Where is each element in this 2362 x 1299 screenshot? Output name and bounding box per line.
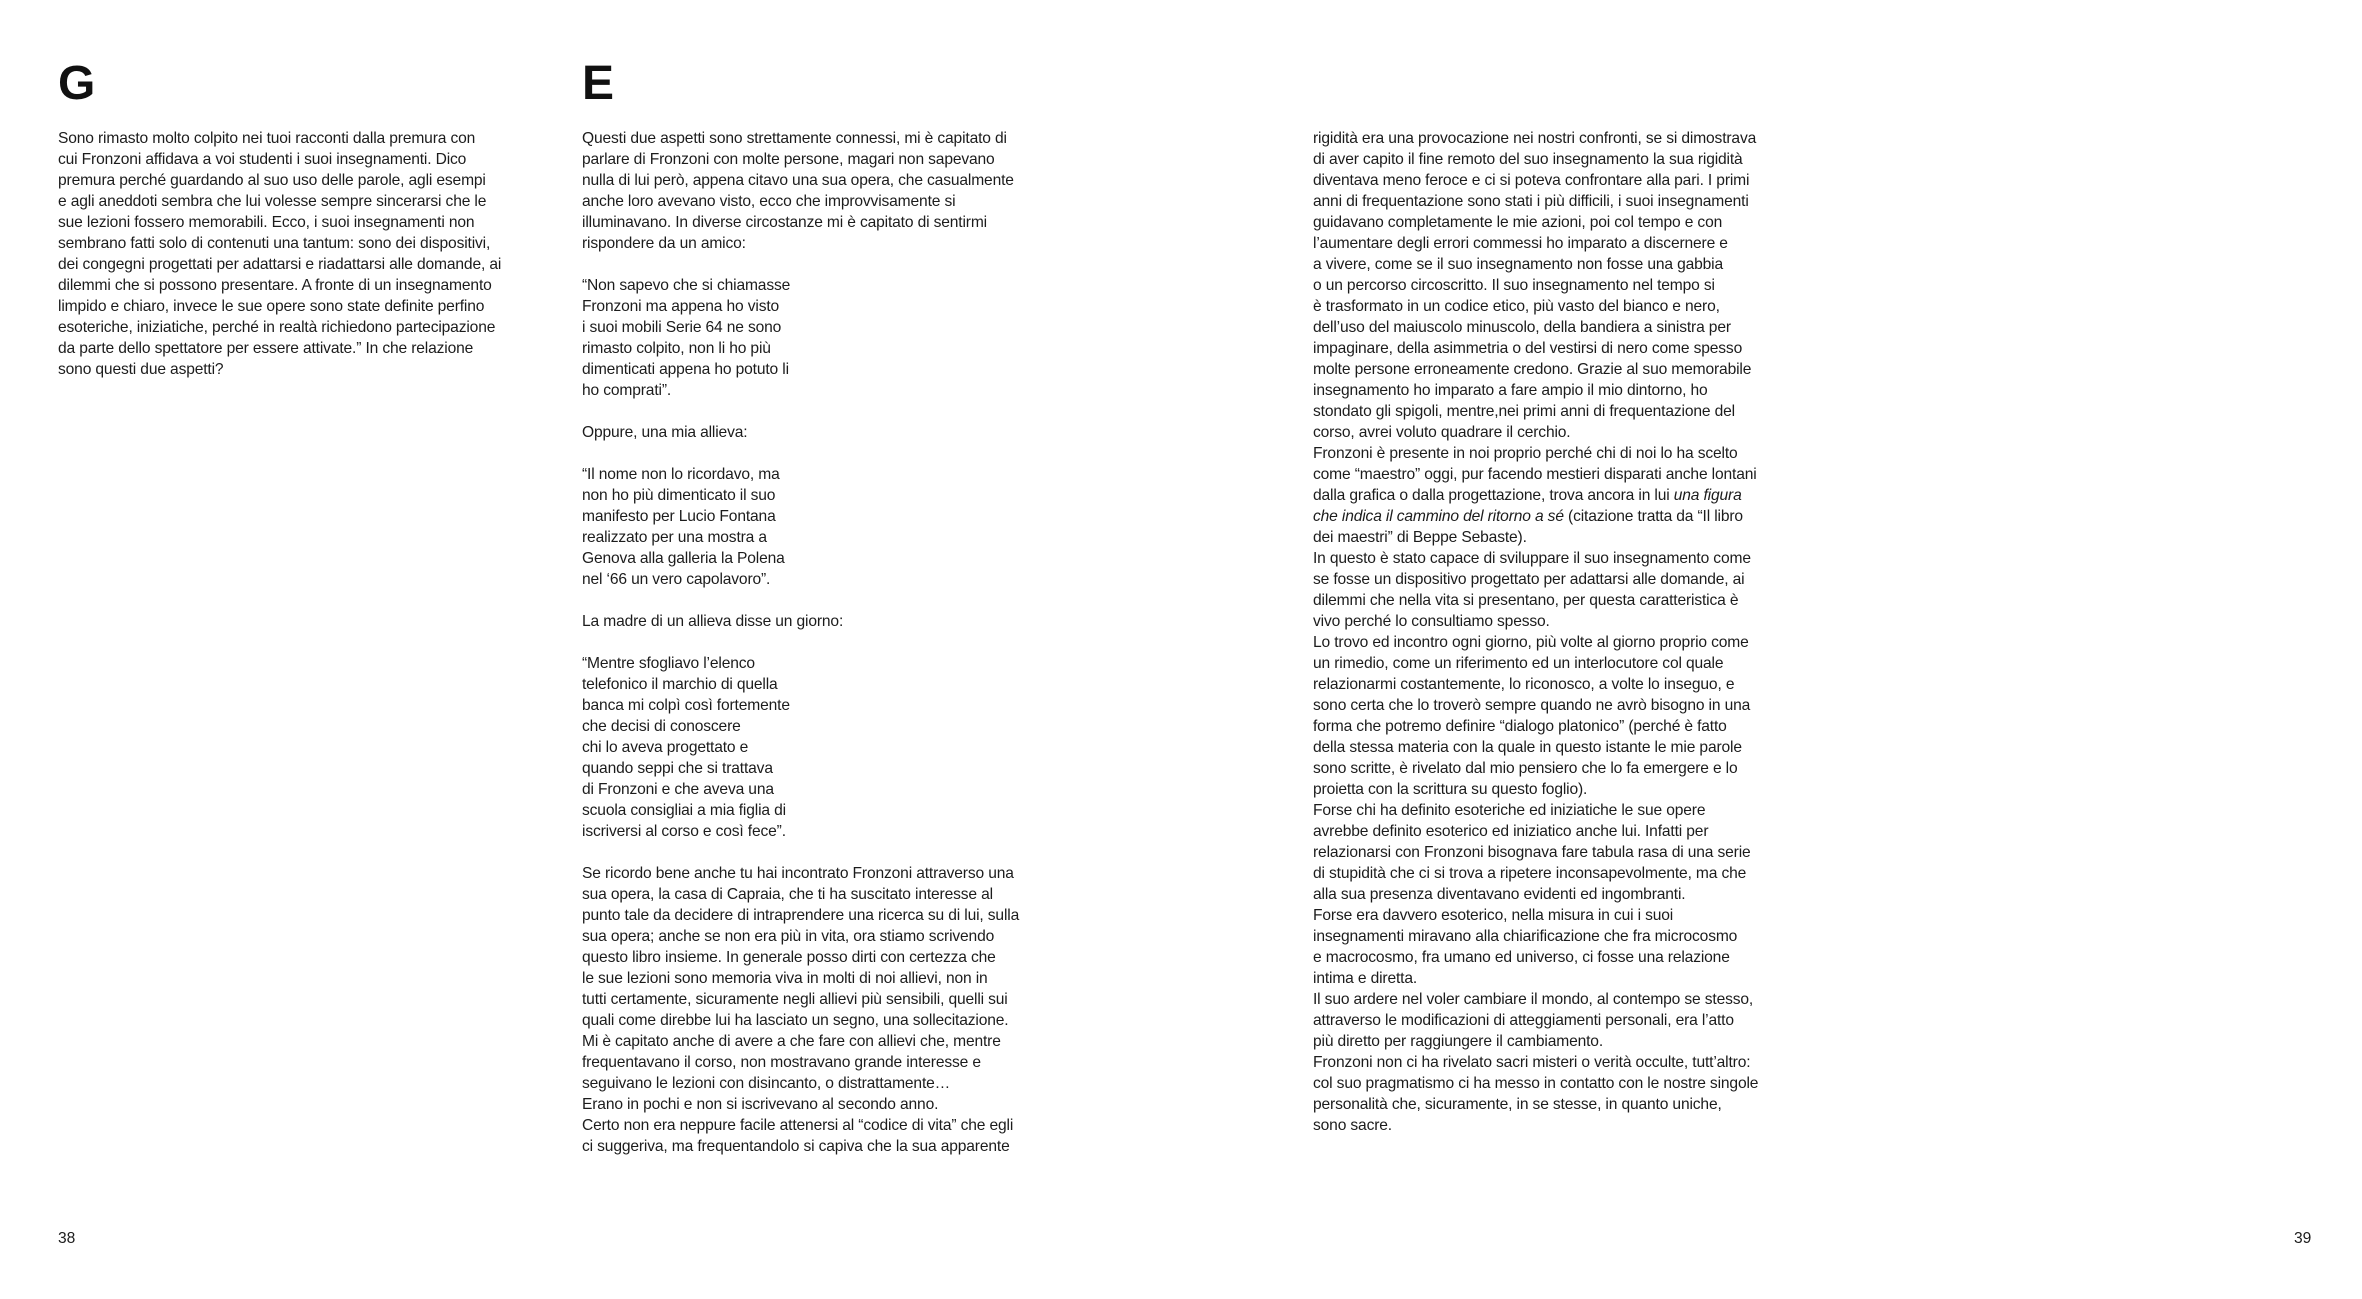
text-line: realizzato per una mostra a <box>582 529 767 546</box>
text-line: alla sua presenza diventavano evidenti ed ingombranti. <box>1313 886 1686 903</box>
text-line: di Fronzoni e che aveva una <box>582 781 774 798</box>
section-letter-g: G <box>58 57 96 110</box>
text-line: non ho più dimenticato il suo <box>582 487 776 504</box>
text-line: sua opera; anche se non era più in vita, ora stiamo scrivendo <box>582 928 995 945</box>
text-line: Oppure, una mia allieva: <box>582 424 748 441</box>
text-line: di stupidità che ci si trova a ripetere inconsapevolmente, ma che <box>1313 865 1747 882</box>
paragraph-gap <box>582 590 1102 611</box>
text-line: intima e diretta. <box>1313 970 1418 987</box>
text-line: dei maestri” di Beppe Sebaste). <box>1313 529 1527 546</box>
text-line: o un percorso circoscritto. Il suo insegnamento nel tempo si <box>1313 277 1715 294</box>
text-line: Certo non era neppure facile attenersi al “codice di vita” che egli <box>582 1117 1014 1134</box>
text-line: le sue lezioni sono memoria viva in molti di noi allievi, non in <box>582 970 988 987</box>
text-line: più diretto per raggiungere il cambiamento. <box>1313 1033 1603 1050</box>
text-line: insegnamento ho imparato a fare ampio il mio dintorno, ho <box>1313 382 1708 399</box>
text-line: corso, avrei voluto quadrare il cerchio. <box>1313 424 1571 441</box>
text-line: tutti certamente, sicuramente negli allievi più sensibili, quelli sui <box>582 991 1008 1008</box>
text-line: questo libro insieme. In generale posso dirti con certezza che <box>582 949 996 966</box>
text-line: avrebbe definito esoterico ed iniziatico anche lui. Infatti per <box>1313 823 1709 840</box>
text-line: banca mi colpì così fortemente <box>582 697 790 714</box>
text-line: rimasto colpito, non li ho più <box>582 340 771 357</box>
text-line: impaginare, della asimmetria o del vestirsi di nero come spesso <box>1313 340 1743 357</box>
text-line: nulla di lui però, appena citavo una sua opera, che casualmente <box>582 172 1014 189</box>
text-line: che indica il cammino del ritorno a sé (citazione tratta da “Il libro <box>1313 508 1743 525</box>
text-line: dalla grafica o dalla progettazione, trova ancora in lui una figura <box>1313 487 1742 504</box>
text-line: l’aumentare degli errori commessi ho imparato a discernere e <box>1313 235 1728 252</box>
text-line: anni di frequentazione sono stati i più difficili, i suoi insegnamenti <box>1313 193 1749 210</box>
text-line: scuola consigliai a mia figlia di <box>582 802 786 819</box>
text-line: attraverso le modificazioni di atteggiamenti personali, era l’atto <box>1313 1012 1734 1029</box>
answer-text-column-1 <box>582 128 1102 1157</box>
page-number-left: 38 <box>58 1230 76 1247</box>
text-line: Forse chi ha definito esoteriche ed iniziatiche le sue opere <box>1313 802 1706 819</box>
text-line: come “maestro” oggi, pur facendo mestieri disparati anche lontani <box>1313 466 1757 483</box>
text-line: Fronzoni è presente in noi proprio perché chi di noi lo ha scelto <box>1313 445 1738 462</box>
answer-text-column-2 <box>1313 128 1833 1136</box>
paragraph-gap <box>582 632 1102 653</box>
text-line: i suoi mobili Serie 64 ne sono <box>582 319 782 336</box>
text-line: In questo è stato capace di sviluppare il suo insegnamento come <box>1313 550 1751 567</box>
text-line: esoteriche, iniziatiche, perché in realtà richiedono partecipazione <box>58 319 496 336</box>
text-line: è trasformato in un codice etico, più vasto del bianco e nero, <box>1313 298 1720 315</box>
text-line: Il suo ardere nel voler cambiare il mondo, al contempo se stesso, <box>1313 991 1754 1008</box>
text-line: telefonico il marchio di quella <box>582 676 778 693</box>
text-line: Fronzoni non ci ha rivelato sacri misteri o verità occulte, tutt’altro: <box>1313 1054 1751 1071</box>
text-line: dilemmi che nella vita si presentano, per questa caratteristica è <box>1313 592 1739 609</box>
text-line: “Mentre sfogliavo l’elenco <box>582 655 755 672</box>
paragraph-gap <box>582 443 1102 464</box>
text-line: limpido e chiaro, invece le sue opere sono state definite perfino <box>58 298 485 315</box>
text-line: da parte dello spettatore per essere attivate.” In che relazione <box>58 340 474 357</box>
text-line: manifesto per Lucio Fontana <box>582 508 776 525</box>
text-line: sono sacre. <box>1313 1117 1392 1134</box>
text-line: dimenticati appena ho potuto li <box>582 361 789 378</box>
text-line: quali come direbbe lui ha lasciato un segno, una sollecitazione. <box>582 1012 1009 1029</box>
text-line: Forse era davvero esoterico, nella misura in cui i suoi <box>1313 907 1674 924</box>
text-line: rispondere da un amico: <box>582 235 746 252</box>
text-line: “Il nome non lo ricordavo, ma <box>582 466 780 483</box>
text-line: molte persone erroneamente credono. Grazie al suo memorabile <box>1313 361 1752 378</box>
question-text <box>58 128 558 380</box>
text-line: punto tale da decidere di intraprendere una ricerca su di lui, sulla <box>582 907 1020 924</box>
text-line: anche loro avevano visto, ecco che improvvisamente si <box>582 193 956 210</box>
text-line: che decisi di conoscere <box>582 718 741 735</box>
text-line: dilemmi che si possono presentare. A fronte di un insegnamento <box>58 277 492 294</box>
text-line: della stessa materia con la quale in questo istante le mie parole <box>1313 739 1742 756</box>
text-line: chi lo aveva progettato e <box>582 739 749 756</box>
text-line: nel ‘66 un vero capolavoro”. <box>582 571 771 588</box>
text-line: premura perché guardando al suo uso delle parole, agli esempi <box>58 172 486 189</box>
text-line: sembrano fatti solo di contenuti una tantum: sono dei dispositivi, <box>58 235 491 252</box>
text-line: Erano in pochi e non si iscrivevano al secondo anno. <box>582 1096 939 1113</box>
text-line: sono certa che lo troverò sempre quando ne avrò bisogno in una <box>1313 697 1751 714</box>
text-line: stondato gli spigoli, mentre,nei primi anni di frequentazione del <box>1313 403 1735 420</box>
text-line: La madre di un allieva disse un giorno: <box>582 613 844 630</box>
text-line: col suo pragmatismo ci ha messo in contatto con le nostre singole <box>1313 1075 1759 1092</box>
text-line: ci suggeriva, ma frequentandolo si capiva che la sua apparente <box>582 1138 1010 1155</box>
text-line: parlare di Fronzoni con molte persone, magari non sapevano <box>582 151 995 168</box>
text-line: illuminavano. In diverse circostanze mi è capitato di sentirmi <box>582 214 987 231</box>
text-line: Fronzoni ma appena ho visto <box>582 298 780 315</box>
text-line: e agli aneddoti sembra che lui volesse sempre sincerarsi che le <box>58 193 487 210</box>
text-line: vivo perché lo consultiamo spesso. <box>1313 613 1550 630</box>
text-line: ho comprati”. <box>582 382 672 399</box>
text-line: sono scritte, è rivelato dal mio pensiero che lo fa emergere e lo <box>1313 760 1738 777</box>
text-line: dell’uso del maiuscolo minuscolo, della bandiera a sinistra per <box>1313 319 1731 336</box>
text-line: iscriversi al corso e così fece”. <box>582 823 786 840</box>
text-line: Genova alla galleria la Polena <box>582 550 785 567</box>
text-line: guidavano completamente le mie azioni, poi col tempo e con <box>1313 214 1723 231</box>
text-line: seguivano le lezioni con disincanto, o distrattamente… <box>582 1075 951 1092</box>
text-line: cui Fronzoni affidava a voi studenti i suoi insegnamenti. Dico <box>58 151 467 168</box>
text-line: sua opera, la casa di Capraia, che ti ha suscitato interesse al <box>582 886 993 903</box>
paragraph-gap <box>582 842 1102 863</box>
text-line: a vivere, come se il suo insegnamento non fosse una gabbia <box>1313 256 1723 273</box>
text-line: sono questi due aspetti? <box>58 361 224 378</box>
text-line: Sono rimasto molto colpito nei tuoi racconti dalla premura con <box>58 130 476 147</box>
text-line: e macrocosmo, fra umano ed universo, ci fosse una relazione <box>1313 949 1730 966</box>
text-line: Mi è capitato anche di avere a che fare con allievi che, mentre <box>582 1033 1001 1050</box>
text-line: “Non sapevo che si chiamasse <box>582 277 791 294</box>
text-line: frequentavano il corso, non mostravano grande interesse e <box>582 1054 981 1071</box>
paragraph-gap <box>582 401 1102 422</box>
text-line: insegnamenti miravano alla chiarificazione che fra microcosmo <box>1313 928 1738 945</box>
text-line: se fosse un dispositivo progettato per adattarsi alle domande, ai <box>1313 571 1745 588</box>
text-line: relazionarsi con Fronzoni bisognava fare tabula rasa di una serie <box>1313 844 1751 861</box>
text-line: Questi due aspetti sono strettamente connessi, mi è capitato di <box>582 130 1007 147</box>
text-line: rigidità era una provocazione nei nostri confronti, se si dimostrava <box>1313 130 1757 147</box>
text-line: quando seppi che si trattava <box>582 760 773 777</box>
text-line: relazionarmi costantemente, lo riconosco, a volte lo inseguo, e <box>1313 676 1735 693</box>
text-line: proietta con la scrittura su questo foglio). <box>1313 781 1588 798</box>
text-line: sue lezioni fossero memorabili. Ecco, i suoi insegnamenti non <box>58 214 475 231</box>
text-line: personalità che, sicuramente, in se stesse, in quanto uniche, <box>1313 1096 1722 1113</box>
paragraph-gap <box>582 254 1102 275</box>
text-line: dei congegni progettati per adattarsi e riadattarsi alle domande, ai <box>58 256 502 273</box>
text-line: forma che potremo definire “dialogo platonico” (perché è fatto <box>1313 718 1727 735</box>
text-line: di aver capito il fine remoto del suo insegnamento la sua rigidità <box>1313 151 1743 168</box>
page-number-right: 39 <box>2294 1230 2312 1247</box>
text-line: Se ricordo bene anche tu hai incontrato Fronzoni attraverso una <box>582 865 1014 882</box>
text-line: Lo trovo ed incontro ogni giorno, più volte al giorno proprio come <box>1313 634 1749 651</box>
section-letter-e: E <box>582 57 615 110</box>
text-line: un rimedio, come un riferimento ed un interlocutore col quale <box>1313 655 1724 672</box>
text-line: diventava meno feroce e ci si poteva confrontare alla pari. I primi <box>1313 172 1750 189</box>
